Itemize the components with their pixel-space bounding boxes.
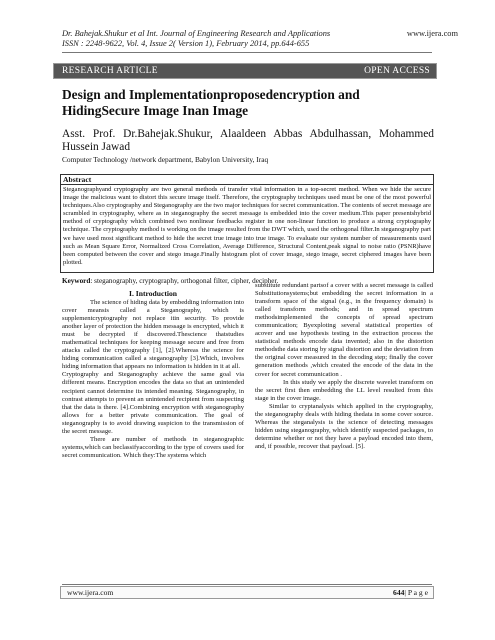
open-access-label: OPEN ACCESS (364, 66, 430, 76)
page-label: | P a g e (404, 588, 428, 597)
body-column-right (255, 282, 433, 451)
header-divider (62, 52, 432, 53)
citation-line-1: Dr. Bahejak.Shukur et al Int. Journal of Engineering Research and Applications (62, 29, 331, 38)
paper-title: Design and Implementationproposedencryption and HidingSecure Image Inan Image (62, 87, 360, 118)
body-paragraph: Cryptography and Steganography achieve the same goal via different means. Encryption encodes the data so that an unintended recipient cannot determine its intended meaning. Steganography, in contrast attempts to prevent an unintended recipient from suspecting that the data is there. [4].Combining encryption with steganography allows for a better private communication. The goal of steganography is to avoid drawing suspicion to the transmission of the secret message. (62, 371, 244, 435)
keywords-text: : steganography, cryptography, orthogonal filter, cipher, decipher. (90, 277, 279, 285)
abstract-heading: Abstract (63, 175, 92, 184)
author-affiliation: Computer Technology /network department, Babylon University, Iraq (62, 155, 269, 164)
abstract-body: Steganographyand cryptography are two general methods of transfer vital information in a top-secret method. When we hide the secure image the malicious want to distort this secure image itself. Therefore, the cryptography techniques used must be one of the most powerful techniques.Also cryptography and Steganography are the two major techniques for secret communication. The contents of secret message are scrambled in cryptography, where as in steganography the secret message is embedded into the cover medium.This paper presentshybrid method of cryptography which combined two nonlinear feedbacks register in one non-linear function to produce a strong cryptography technique. The cryptography method is working on the image resulted from the DWT which, used the orthogonal filter.In steganography part we have used most significant method to hide the secret true image into true image. To evaluate our system number of measurements used such as Mean Square Error, Normalized Cross Correlation, Average Difference, Structural Content,peak signal to noise ratio (PSNR)have been computed between the cover and stego image.Finally histogram plot of cover image, stego image, secret ciphered images have been plotted. (63, 186, 431, 266)
footer-page-indicator (355, 588, 428, 597)
page-number: 644 (393, 588, 405, 597)
article-type-band (54, 64, 436, 78)
body-paragraph: The science of hiding data by embedding information into cover meansis called a Steganography, which is supplementcryptography not replace itin security. To provide another layer of protection the hidden message is encrypted, which it must be decrypted if discovered.Thescience thatstudies mathematical techniques for keeping message secure and free from attacks called the cryptography [1], [2].Whereas the science for hiding communication called a steganography [3].Which, involves hiding information that appears no information is hidden in it at all. (62, 299, 244, 371)
introduction-heading: I. Introduction (129, 289, 177, 298)
body-paragraph: substitute redundant partsof a cover with a secret message is called Substitutionsystems;but embedding the secret information in a transform space of the signal (e.g., in the frequency domain) is called transform methods; and in spread spectrum methodsimplemented the concepts of spread spectrum communication; Byexploting several statistical properties of acover and use hypothesis testing in the extraction process the statistical methods encode data invented; also in the distortion methodsthe data storing by signal distortion and the deviation from the original cover measured in the decoding step; finally the cover generation methods ,which created the encode of the data in the cover for secret communication . (255, 282, 433, 378)
footer-divider (62, 584, 432, 585)
running-header-citation (62, 29, 382, 49)
citation-line-2: ISSN : 2248-9622, Vol. 4, Issue 2( Version 1), February 2014, pp.644-655 (62, 39, 310, 48)
body-paragraph: In this study we apply the discrete wavelet transform on the secret first then embedding the LL level resulted from this stage in the cover image. (255, 378, 433, 402)
author-list: Asst. Prof. Dr.Bahejak.Shukur, Alaaldeen Abbas Abdulhassan, Mohammed Hussein Jawad (62, 128, 434, 154)
body-paragraph: There are number of methods in steganographic systems,which can beclassifyaccording to the type of covers used for secret communication. Which they:The systems which (62, 435, 245, 459)
footer-website-link[interactable]: www.ijera.com (67, 588, 114, 597)
body-paragraph: Similar to cryptanalysis which applied in the cryptography, the steganography deals with hiding thedata in some cover source. Whereas the steganalysis is the science of detecting messages hidden using steganography, which identify suspected packages, to determine whether or not they have a payload encoded into them, and, if possible, recover that payload. [5]. (255, 402, 433, 450)
header-website-link[interactable]: www.ijera.com (406, 29, 458, 38)
research-article-label: RESEARCH ARTICLE (62, 66, 158, 76)
body-column-left (62, 289, 244, 460)
keywords-label: Keyword (62, 277, 91, 285)
abstract-divider (60, 184, 434, 185)
